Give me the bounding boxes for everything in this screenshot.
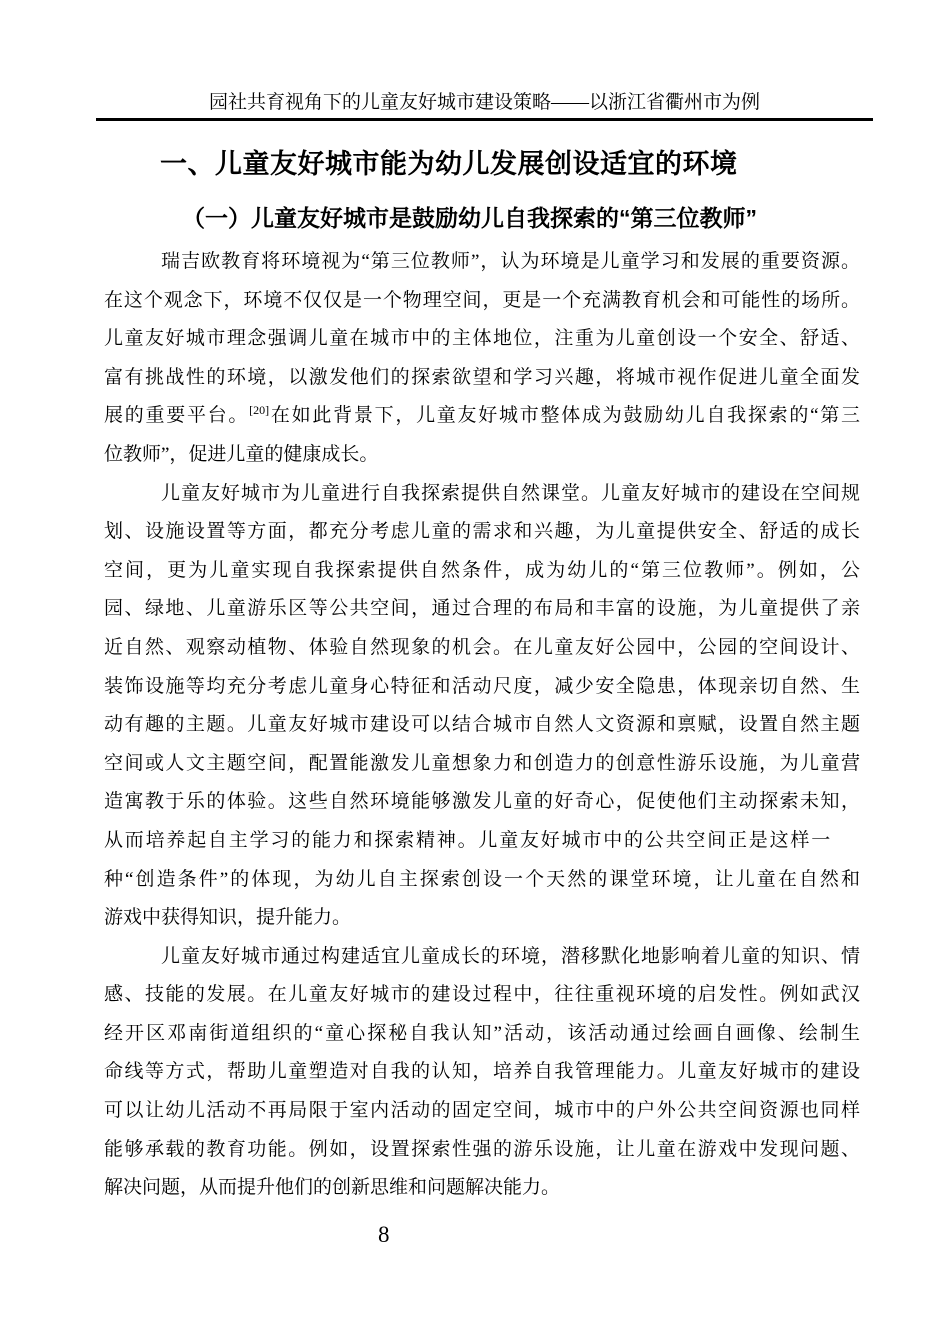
text-line: 划、设施设置等方面，都充分考虑儿童的需求和兴趣，为儿童提供安全、舒适的成长 [104,521,860,543]
text-segment: 在如此背景下，儿童友好城市整体成为鼓励幼儿自我探索的“第三 [269,405,860,427]
text-line: 造寓教于乐的体验。这些自然环境能够激发儿童的好奇心，促使他们主动探索未知， [104,791,860,813]
text-line: 在这个观念下，环境不仅仅是一个物理空间，更是一个充满教育机会和可能性的场所。 [104,289,860,311]
text-line: 儿童友好城市通过构建适宜儿童成长的环境，潜移默化地影响着儿童的知识、情 [161,945,860,967]
text-line: 种“创造条件”的体现，为幼儿自主探索创设一个天然的课堂环境，让儿童在自然和 [104,868,860,890]
subsection-heading: （一）儿童友好城市是鼓励幼儿自我探索的“第三位教师” [182,205,757,231]
text-line [104,397,860,436]
text-line: 感、技能的发展。在儿童友好城市的建设过程中，往往重视环境的启发性。例如武汉 [104,984,860,1006]
header-rule [96,118,873,121]
text-line: 可以让幼儿活动不再局限于室内活动的固定空间，城市中的户外公共空间资源也同样 [104,1100,860,1122]
text-line: 园、绿地、儿童游乐区等公共空间，通过合理的布局和丰富的设施，为儿童提供了亲 [104,598,860,620]
text-line: 游戏中获得知识，提升能力。 [104,907,352,929]
text-line: 儿童友好城市为儿童进行自我探索提供自然课堂。儿童友好城市的建设在空间规 [161,482,860,504]
text-line: 装饰设施等均充分考虑儿童身心特征和活动尺度，减少安全隐患，体现亲切自然、生 [104,675,860,697]
document-body [104,243,860,1208]
paragraph-3 [104,938,860,1208]
text-line: 解决问题，从而提升他们的创新思维和问题解决能力。 [104,1177,561,1199]
text-line: 富有挑战性的环境，以激发他们的探索欲望和学习兴趣，将城市视作促进儿童全面发 [104,366,860,388]
text-segment: 展的重要平台。 [104,405,250,427]
header-title: 园社共育视角下的儿童友好城市建设策略——以浙江省衢州市为例 [208,92,760,113]
text-line: 空间，更为儿童实现自我探索提供自然条件，成为幼儿的“第三位教师”。例如，公 [104,559,860,581]
text-line: 从而培养起自主学习的能力和探索精神。儿童友好城市中的公共空间正是这样一 [104,829,833,851]
text-line: 儿童友好城市理念强调儿童在城市中的主体地位，注重为儿童创设一个安全、舒适、 [104,328,860,350]
text-line: 位教师”，促进儿童的健康成长。 [104,443,379,465]
page-number: 8 [378,1222,390,1247]
paragraph-2 [104,475,860,938]
footnote-reference: [20] [249,403,270,418]
text-line: 瑞吉欧教育将环境视为“第三位教师”，认为环境是儿童学习和发展的重要资源。 [161,251,860,272]
section-heading: 一、儿童友好城市能为幼儿发展创设适宜的环境 [160,149,738,179]
page-header [96,90,873,121]
text-line: 近自然、观察动植物、体验自然现象的机会。在儿童友好公园中，公园的空间设计、 [104,636,860,658]
text-line: 能够承载的教育功能。例如，设置探索性强的游乐设施，让儿童在游戏中发现问题、 [104,1138,860,1160]
text-line: 动有趣的主题。儿童友好城市建设可以结合城市自然人文资源和禀赋，设置自然主题 [104,714,860,736]
text-line: 命线等方式，帮助儿童塑造对自我的认知，培养自我管理能力。儿童友好城市的建设 [104,1061,860,1083]
text-line: 空间或人文主题空间，配置能激发儿童想象力和创造力的创意性游乐设施，为儿童营 [104,752,860,774]
paragraph-1 [104,243,860,475]
text-line: 经开区邓南街道组织的“童心探秘自我认知”活动，该活动通过绘画自画像、绘制生 [104,1022,860,1044]
